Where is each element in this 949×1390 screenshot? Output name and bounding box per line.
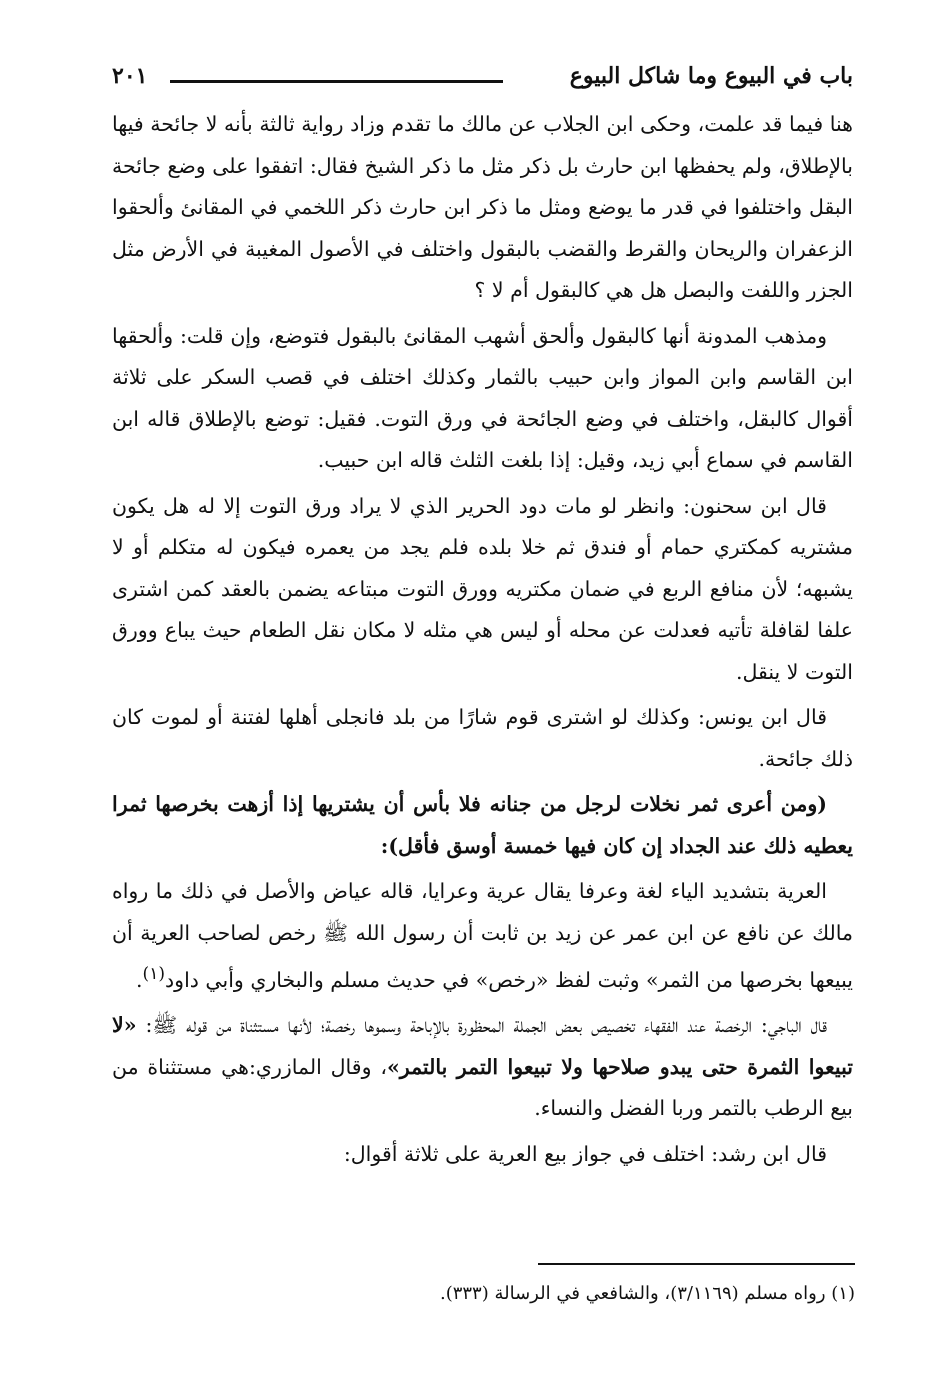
footnote: (١) رواه مسلم (٣/١١٦٩)، والشافعي في الرسالة (٣٣٣). — [439, 1283, 855, 1304]
paragraph-6-end: . — [135, 967, 143, 992]
page-number: ٢٠١ — [112, 63, 148, 89]
paragraph-1: هنا فيما قد علمت، وحكى ابن الجلاب عن مالك ما تقدم وزاد رواية ثالثة بأنه لا جائحة فيها بالإطلاق، ولم يحفظها ابن حارث بل ذكر مثل ما ذكر الشيخ فقال: اتفقوا على وضع جائحة البقل واختلفوا في قدر ما يوضع ومثل ما ذكر ابن حارث ذكر اللخمي في المقانئ وألحقوا الزعفران والريحان والقرط والقضب بالبقول واختلف في الأصول المغيبة في الأرض مثل الجزر واللفت والبصل هل هي كالبقول أم لا ؟ — [112, 112, 853, 302]
paragraph-7 — [112, 1005, 853, 1130]
header-rule — [170, 80, 503, 83]
paragraph-7-start: قال الباجي: الرخصة عند الفقهاء تخصيص بعض الجملة المحظورة بالإباحة وسموها رخصة؛ لأنها مستثناة من قوله ﷺ: — [145, 1013, 827, 1038]
matn-quote: (ومن أعرى ثمر نخلات لرجل من جنانه فلا بأس أن يشتريها إذا أزهت بخرصها ثمرا يعطيه ذلك عند الجداد إن كان فيها خمسة أوسق فأقل): — [112, 792, 853, 858]
hadith-quote: «لا تبيعوا الثمرة حتى يبدو صلاحها ولا تبيعوا التمر بالتمر» — [112, 1013, 853, 1079]
paragraph-7-end: ، وقال المازري:هي مستثناة من بيع الرطب بالتمر وربا الفضل والنساء. — [112, 1054, 853, 1121]
paragraph-4: قال ابن يونس: وكذلك لو اشترى قوم شارًا من بلد فانجلى أهلها لفتنة أو لموت كان ذلك جائحة. — [112, 705, 853, 771]
footnote-rule — [538, 1263, 855, 1265]
chapter-title: باب في البيوع وما شاكل البيوع — [569, 63, 853, 89]
paragraph-2: ومذهب المدونة أنها كالبقول وألحق أشهب المقانئ بالبقول فتوضع، وإن قلت: وألحقها ابن القاسم وابن المواز وابن حبيب بالثمار وكذلك اختلف في قصب السكر على ثلاثة أقوال كالبقل، واختلف في وضع الجائحة في ورق التوت. فقيل: توضع بالإطلاق قاله ابن القاسم في سماع أبي زيد، وقيل: إذا بلغت الثلث قاله ابن حبيب. — [112, 323, 853, 472]
paragraph-3: قال ابن سحنون: وانظر لو مات دود الحرير الذي لا يراد ورق التوت إلا له هل يكون مشتريه كمكتري حمام أو فندق ثم خلا بلده فلم يجد من يعمره فيكون له متكلم أو لا يشبهه؛ لأن منافع الربع في ضمان مكتريه وورق التوت مبتاعه يضمن بالعقد كمن اشترى علفا لقافلة تأتيه فعدلت عن محله أو ليس هي مثله لا مكان نقل الطعام حيث يباع وورق التوت لا ينقل. — [112, 493, 853, 684]
main-text — [112, 104, 853, 1179]
paragraph-6-text: العرية بتشديد الياء لغة وعرفا يقال عرية وعرايا، قاله عياض والأصل في ذلك ما رواه مالك عن نافع عن ابن عمر عن زيد بن ثابت أن رسول الله ﷺ رخص لصاحب العرية أن يبيعها بخرصها من الثمر» وثبت لفظ «رخص» في حديث مسلم والبخاري وأبي داود — [112, 879, 853, 992]
running-header — [112, 58, 853, 94]
paragraph-6 — [112, 871, 853, 1001]
footnote-marker: (١) — [142, 964, 166, 984]
paragraph-8: قال ابن رشد: اختلف في جواز بيع العرية على ثلاثة أقوال: — [343, 1141, 827, 1166]
